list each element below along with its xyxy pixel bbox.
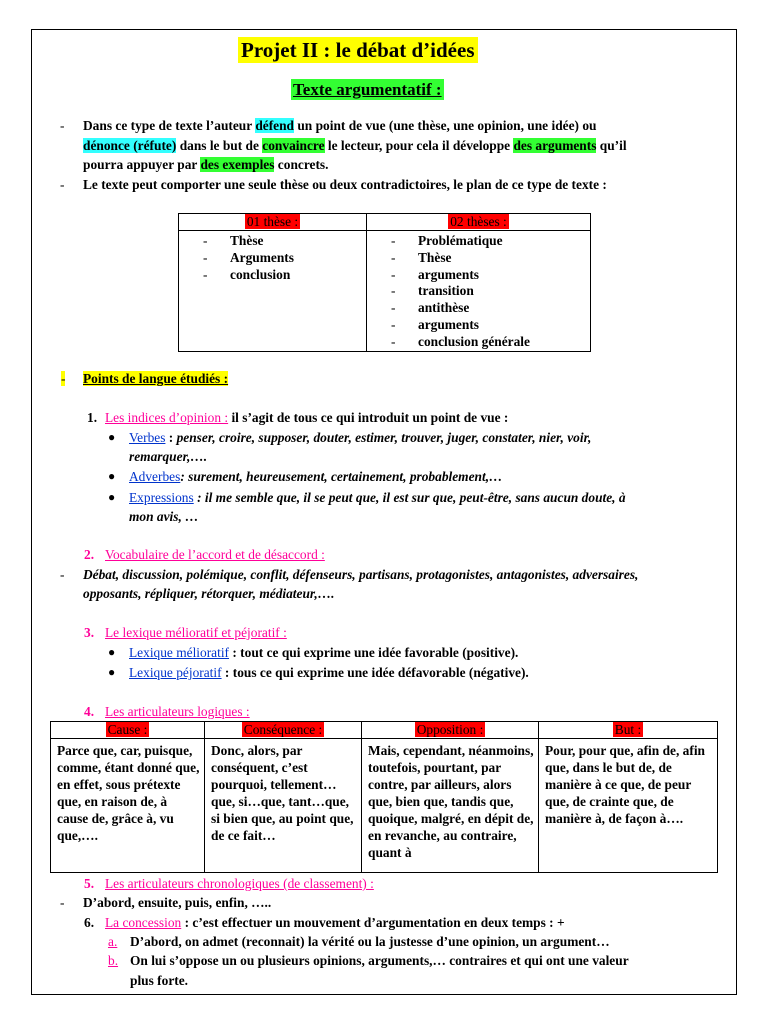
points-heading: Points de langue étudiés : — [83, 371, 229, 386]
lexique-pejoratif-label: Lexique péjoratif — [129, 665, 222, 680]
highlight-arguments: des arguments — [513, 138, 597, 153]
section-1-title: Les indices d’opinion : — [105, 410, 229, 425]
section-3-title: Le lexique mélioratif et péjoratif : — [105, 625, 287, 640]
highlight-exemples: des exemples — [200, 157, 275, 172]
bullet-icon: ● — [108, 665, 116, 679]
adverbes-label: Adverbes — [129, 469, 181, 484]
header-consequence: Conséquence : — [205, 722, 362, 739]
section-3-number: 3. — [84, 625, 95, 640]
header-opposition: Opposition : — [362, 722, 539, 739]
plan-item: - Arguments — [179, 250, 366, 267]
plan-item: - arguments — [367, 267, 590, 284]
plan-item: - transition — [367, 283, 590, 300]
plan-item: - conclusion générale — [367, 334, 590, 351]
expressions-line-1: Expressions : il me semble que, il se peut que, il est sur que, peut-être, sans aucun doute, à — [129, 490, 626, 505]
plan-table — [178, 213, 591, 352]
dash-marker: - — [60, 177, 65, 192]
intro-paragraph-2: Le texte peut comporter une seule thèse ou deux contradictoires, le plan de ce type de texte : — [83, 177, 607, 192]
dash-marker: - — [60, 567, 65, 582]
header-but: But : — [539, 722, 718, 739]
verbes-label: Verbes — [129, 430, 166, 445]
plan-item: - arguments — [367, 317, 590, 334]
page-title: Projet II : le débat d’idées — [238, 37, 478, 63]
cell-cause: Parce que, car, puisque, comme, étant donné que, en effet, sous prétexte que, en raison de, à cause de, grâce à, vu que,…. — [51, 739, 205, 873]
section-6-title: La concession — [105, 915, 182, 930]
plan-col-two — [367, 231, 591, 352]
item-b-label: b. — [108, 953, 119, 968]
plan-item: - conclusion — [179, 267, 366, 284]
header-cause: Cause : — [51, 722, 205, 739]
section-1-heading: Les indices d’opinion : il s’agit de tous ce qui introduit un point de vue : — [105, 410, 509, 425]
dash-marker-yellow: - — [61, 371, 66, 386]
plan-col-one — [179, 231, 367, 352]
plan-header-one-thesis: 01 thèse : — [179, 214, 367, 231]
intro-line-2: dénonce (réfute) dans le but de convaincre le lecteur, pour cela il développe des arguments qu’il — [83, 138, 627, 153]
section-4-number: 4. — [84, 704, 95, 719]
logic-connectors-table — [50, 721, 718, 873]
bullet-icon: ● — [108, 469, 116, 483]
section-2-number: 2. — [84, 547, 95, 562]
cell-consequence: Donc, alors, par conséquent, c’est pourquoi, tellement…que, si…que, tant…que, si bien que, au point que, de ce fait… — [205, 739, 362, 873]
dash-marker: - — [60, 895, 65, 910]
bullet-icon: ● — [108, 645, 116, 659]
adverbes-line: Adverbes: surement, heureusement, certainement, probablement,… — [129, 469, 503, 484]
intro-line-1: Dans ce type de texte l’auteur défend un point de vue (une thèse, une opinion, une idée) ou — [83, 118, 597, 133]
section-6-heading: La concession : c’est effectuer un mouvement d’argumentation en deux temps : + — [105, 915, 565, 930]
item-a-label: a. — [108, 934, 118, 949]
section-6-number: 6. — [84, 915, 95, 930]
highlight-denonce: dénonce (réfute) — [83, 138, 177, 153]
lexique-melioratif-line: Lexique mélioratif : tout ce qui exprime une idée favorable (positive). — [129, 645, 519, 660]
section-5-number: 5. — [84, 876, 95, 891]
plan-item: - Problématique — [367, 233, 590, 250]
dash-marker: - — [60, 118, 65, 133]
cell-but: Pour, pour que, afin de, afin que, dans le but de, de manière à ce que, de peur que, de crainte que, de manière à, de façon à…. — [539, 739, 718, 873]
verbes-line-1: Verbes : penser, croire, supposer, douter, estimer, trouver, juger, constater, nier, voir, — [129, 430, 592, 445]
section-2-text-line-2: opposants, répliquer, rétorquer, médiateur,…. — [83, 586, 335, 601]
verbes-line-2: remarquer,…. — [129, 449, 208, 464]
item-b-text-line-1: On lui s’oppose un ou plusieurs opinions, arguments,… contraires et qui ont une valeur — [130, 953, 629, 968]
section-5-title: Les articulateurs chronologiques (de classement) : — [105, 876, 374, 891]
intro-line-3: pourra appuyer par des exemples concrets. — [83, 157, 329, 172]
cell-opposition: Mais, cependant, néanmoins, toutefois, pourtant, par contre, par ailleurs, alors que, bien que, tandis que, quoique, malgré, en dépit de, en revanche, au contraire, quant à — [362, 739, 539, 873]
section-2-text-line-1: Débat, discussion, polémique, conflit, défenseurs, partisans, protagonistes, antagonistes, adversaires, — [83, 567, 639, 582]
highlight-convaincre: convaincre — [262, 138, 325, 153]
plan-item: - Thèse — [367, 250, 590, 267]
plan-item: - Thèse — [179, 233, 366, 250]
section-1-number: 1. — [87, 410, 98, 425]
bullet-icon: ● — [108, 430, 116, 444]
bullet-icon: ● — [108, 490, 116, 504]
plan-header-two-theses: 02 thèses : — [367, 214, 591, 231]
item-a-text: D’abord, on admet (reconnait) la vérité ou la justesse d’une opinion, un argument… — [130, 934, 610, 949]
lexique-pejoratif-line: Lexique péjoratif : tous ce qui exprime une idée défavorable (négative). — [129, 665, 529, 680]
plan-item: - antithèse — [367, 300, 590, 317]
section-subtitle: Texte argumentatif : — [293, 80, 442, 99]
highlight-defend: défend — [255, 118, 295, 133]
section-4-title: Les articulateurs logiques : — [105, 704, 250, 719]
section-2-title: Vocabulaire de l’accord et de désaccord : — [105, 547, 325, 562]
expressions-line-2: mon avis, … — [129, 509, 199, 524]
lexique-melioratif-label: Lexique mélioratif — [129, 645, 230, 660]
section-5-text: D’abord, ensuite, puis, enfin, ….. — [83, 895, 272, 910]
expressions-label: Expressions — [129, 490, 194, 505]
item-b-text-line-2: plus forte. — [130, 973, 189, 988]
